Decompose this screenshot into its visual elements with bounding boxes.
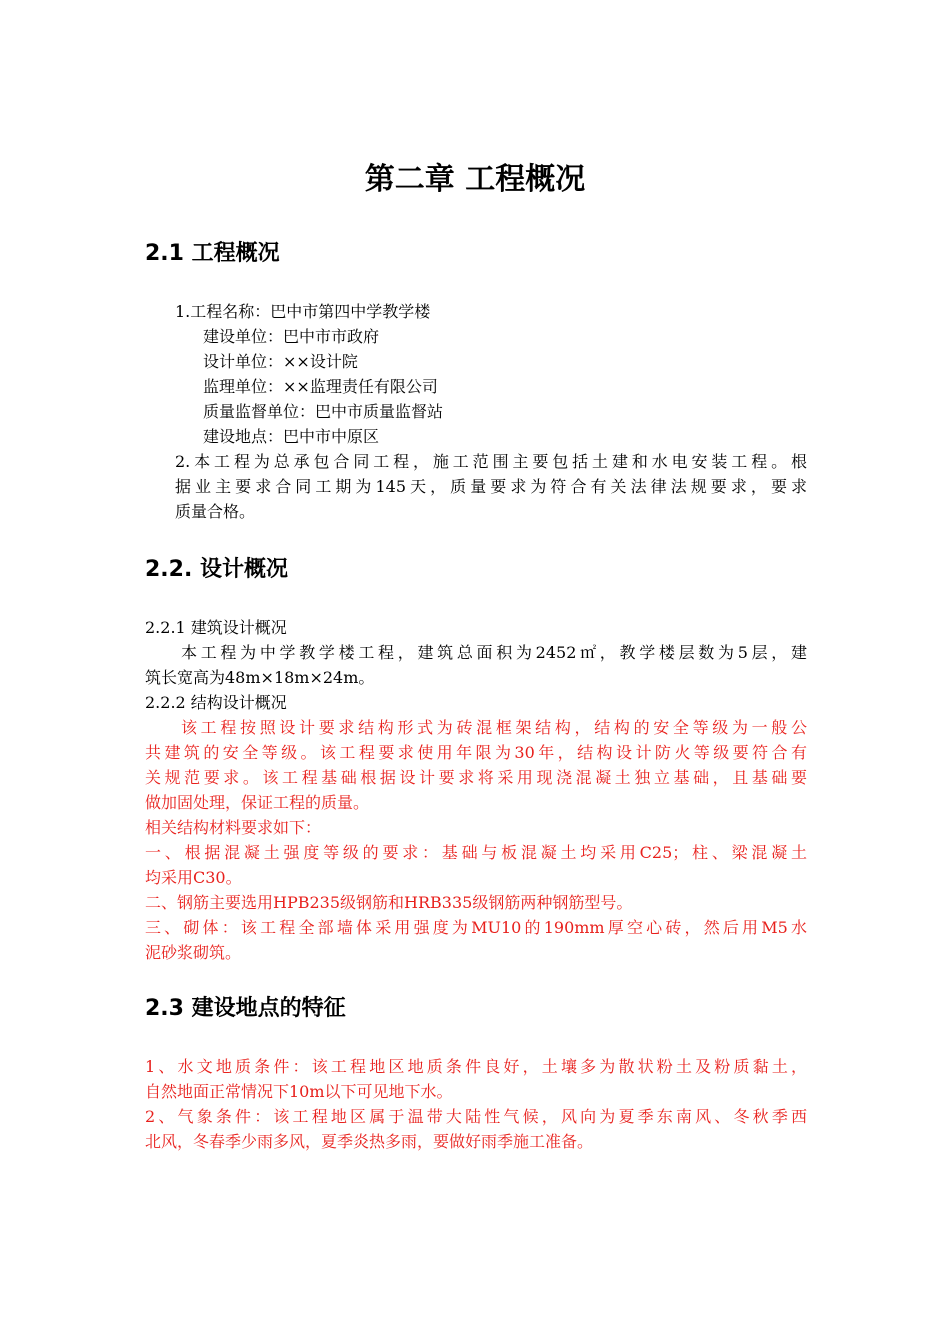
construction-site-line: 建设地点：巴中市中原区 — [203, 427, 380, 446]
masonry-requirement-line-2: 泥砂浆砌筑。 — [145, 943, 242, 962]
structure-line-1: 该工程按照设计要求结构形式为砖混框架结构，结构的安全等级为一般公 — [181, 718, 807, 737]
hydrogeology-line-2: 自然地面正常情况下10m以下可见地下水。 — [145, 1082, 453, 1101]
subsection-title-2-2-2: 2.2.2 结构设计概况 — [145, 693, 287, 712]
design-unit-line: 设计单位：××设计院 — [203, 352, 358, 371]
structure-line-4: 做加固处理，保证工程的质量。 — [145, 793, 370, 812]
contract-scope-line-3: 质量合格。 — [175, 502, 256, 521]
section-heading-2-1: 2.1 工程概况 — [145, 241, 280, 266]
contract-scope-line-2: 据业主要求合同工期为145天，质量要求为符合有关法律法规要求，要求 — [175, 477, 807, 496]
section-2-2-body — [145, 615, 807, 965]
concrete-requirement-line-1: 一、根据混凝土强度等级的要求：基础与板混凝土均采用C25；柱、梁混凝土 — [145, 843, 807, 862]
structure-line-2: 共建筑的安全等级。该工程要求使用年限为30年，结构设计防火等级要符合有 — [145, 743, 807, 762]
section-heading-2-3: 2.3 建设地点的特征 — [145, 996, 346, 1021]
structure-line-3: 关规范要求。该工程基础根据设计要求将采用现浇混凝土独立基础，且基础要 — [145, 768, 807, 787]
owner-unit-line: 建设单位：巴中市市政府 — [203, 327, 380, 346]
climate-line-2: 北风，冬春季少雨多风，夏季炎热多雨，要做好雨季施工准备。 — [145, 1132, 594, 1151]
section-2-1-body — [145, 299, 807, 524]
section-2-3-body — [145, 1054, 807, 1154]
contract-scope-line-1: 2.本工程为总承包合同工程，施工范围主要包括土建和水电安装工程。根 — [175, 452, 807, 471]
materials-intro-line: 相关结构材料要求如下： — [145, 818, 322, 837]
project-name-line: 1.工程名称：巴中市第四中学教学楼 — [175, 302, 431, 321]
architecture-line-2: 筑长宽高为48m×18m×24m。 — [145, 668, 375, 687]
climate-line-1: 2、气象条件：该工程地区属于温带大陆性气候，风向为夏季东南风、冬秋季西 — [145, 1107, 807, 1126]
concrete-requirement-line-2: 均采用C30。 — [145, 868, 242, 887]
architecture-line-1: 本工程为中学教学楼工程，建筑总面积为2452㎡，教学楼层数为5层，建 — [181, 643, 807, 662]
masonry-requirement-line-1: 三、砌体：该工程全部墙体采用强度为MU10的190mm厚空心砖，然后用M5水 — [145, 918, 807, 937]
chapter-title: 第二章 工程概况 — [364, 162, 586, 197]
rebar-requirement-line: 二、钢筋主要选用HPB235级钢筋和HRB335级钢筋两种钢筋型号。 — [145, 893, 633, 912]
supervision-unit-line: 监理单位：××监理责任有限公司 — [203, 377, 438, 396]
section-heading-2-2: 2.2. 设计概况 — [145, 557, 288, 582]
quality-supervision-line: 质量监督单位：巴中市质量监督站 — [203, 402, 444, 421]
subsection-title-2-2-1: 2.2.1 建筑设计概况 — [145, 618, 287, 637]
hydrogeology-line-1: 1、水文地质条件：该工程地区地质条件良好，土壤多为散状粉土及粉质黏土， — [145, 1057, 807, 1076]
